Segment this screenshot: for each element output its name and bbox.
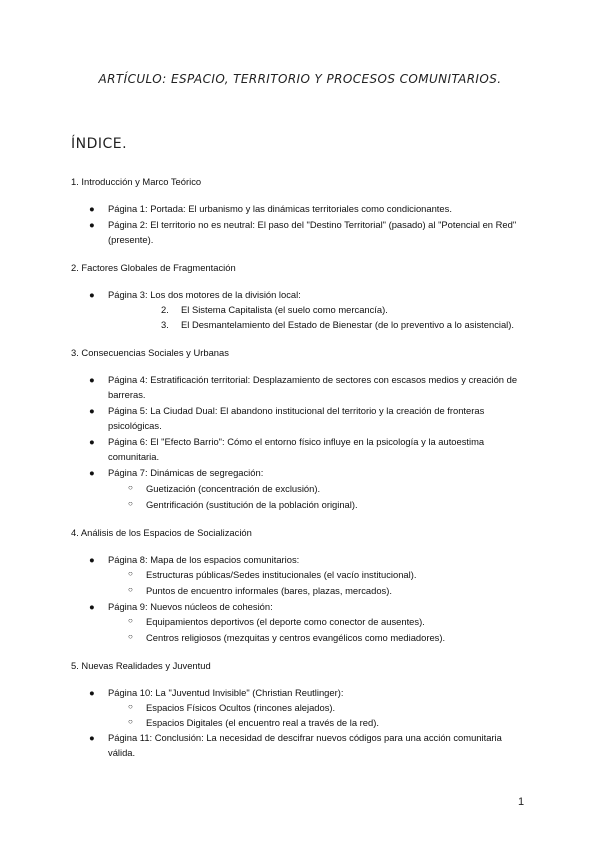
sub-list-item: ○ Puntos de encuentro informales (bares, plazas, mercados). <box>146 583 526 598</box>
circle-bullet-icon: ○ <box>128 632 133 641</box>
bullet-icon: ● <box>89 601 95 612</box>
section-5 <box>0 658 600 760</box>
circle-bullet-icon: ○ <box>128 717 133 726</box>
list-item: ● Página 7: Dinámicas de segregación: <box>89 467 264 478</box>
index-heading: ÍNDICE. <box>71 136 128 152</box>
circle-bullet-icon: ○ <box>128 616 133 625</box>
numbered-item: 3. El Desmantelamiento del Estado de Bienestar (de lo preventivo a lo asistencial). <box>161 319 514 330</box>
list-item: ● Página 1: Portada: El urbanismo y las dinámicas territoriales como condicionantes. <box>89 203 452 214</box>
list-item: ● Página 3: Los dos motores de la división local: <box>89 289 301 300</box>
sub-list-item: ○ Estructuras públicas/Sedes institucionales (el vacío institucional). <box>146 567 526 582</box>
bullet-icon: ● <box>89 289 95 300</box>
bullet-icon: ● <box>89 405 95 416</box>
list-item: ● Página 9: Nuevos núcleos de cohesión: <box>89 601 273 612</box>
circle-bullet-icon: ○ <box>128 569 133 578</box>
index-content <box>0 174 600 760</box>
list-item: ● Página 4: Estratificación territorial: Desplazamiento de sectores con escasos medios y creación de barreras. <box>89 374 518 400</box>
sub-list-item: ○ Centros religiosos (mezquitas y centros evangélicos como mediadores). <box>146 630 526 645</box>
section-3 <box>0 345 600 512</box>
list-item: ● Página 2: El territorio no es neutral: El paso del "Destino Territorial" (pasado) al "Potencial en Red" (presente). <box>89 219 517 245</box>
bullet-icon: ● <box>89 732 95 743</box>
bullet-icon: ● <box>89 467 95 478</box>
section-1 <box>0 174 600 247</box>
section-4 <box>0 525 600 645</box>
list-item: ● Página 6: El "Efecto Barrio": Cómo el entorno físico influye en la psicología y la autoestima comunitaria. <box>89 436 485 462</box>
list-item: ● Página 5: La Ciudad Dual: El abandono institucional del territorio y la creación de fronteras psicológicas. <box>89 405 485 431</box>
section-2 <box>0 260 600 332</box>
page-number: 1 <box>518 796 525 808</box>
bullet-icon: ● <box>89 436 95 447</box>
sub-list-item: ○ Guetización (concentración de exclusión). <box>146 481 526 496</box>
bullet-icon: ● <box>89 687 95 698</box>
sub-list-item: ○ Espacios Digitales (el encuentro real a través de la red). <box>146 715 526 730</box>
circle-bullet-icon: ○ <box>128 499 133 508</box>
document-title: ARTÍCULO: ESPACIO, TERRITORIO Y PROCESOS COMUNITARIOS. <box>98 72 502 86</box>
circle-bullet-icon: ○ <box>128 483 133 492</box>
bullet-icon: ● <box>89 554 95 565</box>
bullet-icon: ● <box>89 374 95 385</box>
list-item: ● Página 11: Conclusión: La necesidad de descifrar nuevos códigos para una acción comunitaria válida. <box>89 732 502 758</box>
section-heading: 3. Consecuencias Sociales y Urbanas <box>71 347 229 358</box>
section-heading: 1. Introducción y Marco Teórico <box>71 176 202 187</box>
sub-list-item: ○ Equipamientos deportivos (el deporte como conector de ausentes). <box>146 614 526 629</box>
sub-list-item: ○ Espacios Físicos Ocultos (rincones alejados). <box>146 700 526 715</box>
circle-bullet-icon: ○ <box>128 702 133 711</box>
bullet-icon: ● <box>89 203 95 214</box>
numbered-item: 2. El Sistema Capitalista (el suelo como mercancía). <box>161 304 388 315</box>
list-item: ● Página 8: Mapa de los espacios comunitarios: <box>89 554 300 565</box>
section-heading: 2. Factores Globales de Fragmentación <box>71 262 236 273</box>
section-heading: 5. Nuevas Realidades y Juventud <box>71 660 211 671</box>
sub-list-item: ○ Gentrificación (sustitución de la población original). <box>146 497 526 512</box>
list-item: ● Página 10: La "Juventud Invisible" (Christian Reutlinger): <box>89 687 344 698</box>
section-heading: 4. Análisis de los Espacios de Socialización <box>71 527 252 538</box>
circle-bullet-icon: ○ <box>128 585 133 594</box>
bullet-icon: ● <box>89 219 95 230</box>
